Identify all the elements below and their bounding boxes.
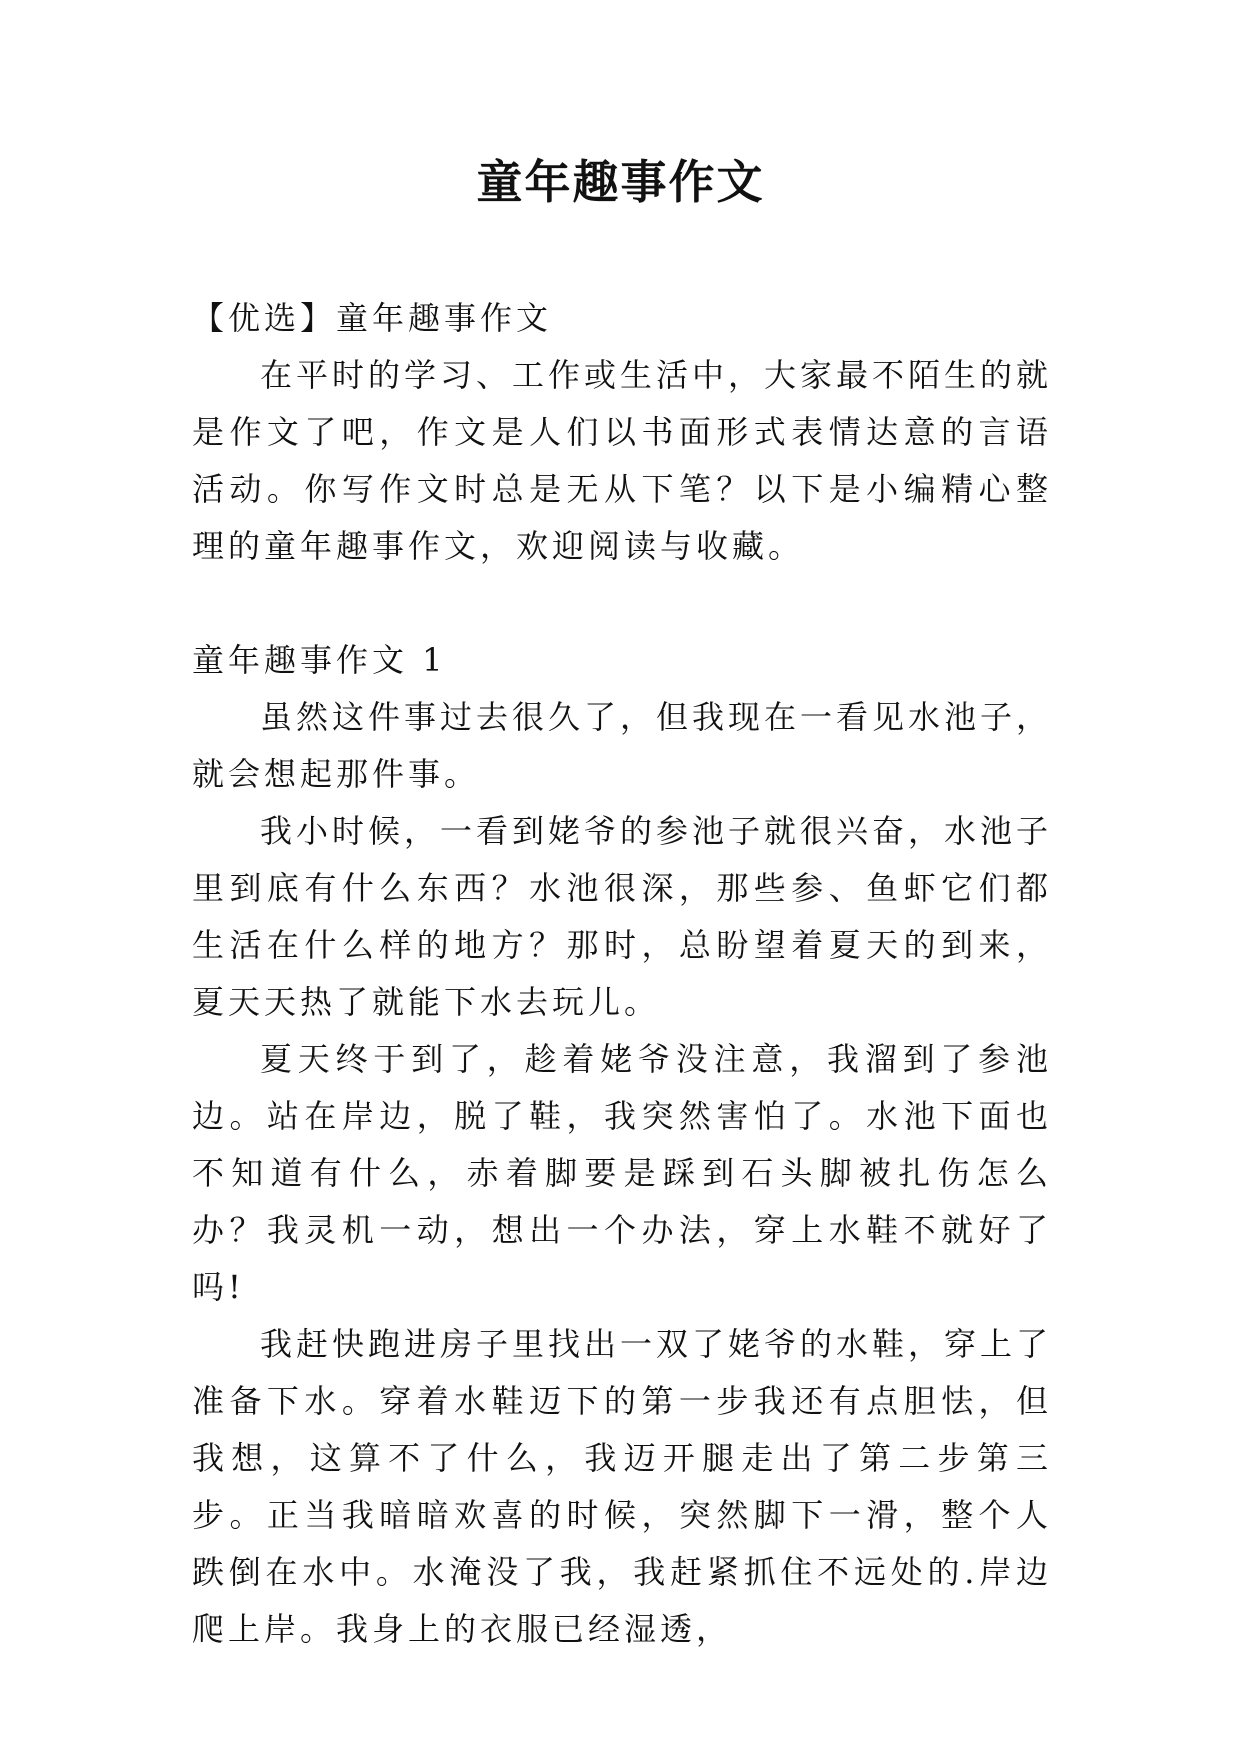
document-title: 童年趣事作文 [476, 155, 765, 209]
body-paragraph: 虽然这件事过去很久了，但我现在一看见水池子，就会想起那件事。 [192, 698, 1053, 793]
intro-paragraph: 在平时的学习、工作或生活中，大家最不陌生的就是作文了吧，作文是人们以书面形式表情达意的言语活动。你写作文时总是无从下笔？以下是小编精心整理的童年趣事作文，欢迎阅读与收藏。 [192, 356, 1053, 565]
document-body [192, 290, 1052, 1658]
body-paragraph: 我赶快跑进房子里找出一双了姥爷的水鞋，穿上了准备下水。穿着水鞋迈下的第一步我还有点胆怯，但我想，这算不了什么，我迈开腿走出了第二步第三步。正当我暗暗欢喜的时候，突然脚下一滑，整个人跌倒在水中。水淹没了我，我赶紧抓住不远处的.岸边爬上岸。我身上的衣服已经湿透， [192, 1325, 1053, 1648]
body-paragraph: 我小时候，一看到姥爷的参池子就很兴奋，水池子里到底有什么东西？水池很深，那些参、鱼虾它们都生活在什么样的地方？那时，总盼望着夏天的到来，夏天天热了就能下水去玩儿。 [192, 812, 1053, 1021]
section-title: 童年趣事作文 1 [192, 641, 447, 679]
document-heading: 【优选】童年趣事作文 [192, 299, 553, 337]
body-paragraph: 夏天终于到了，趁着姥爷没注意，我溜到了参池边。站在岸边，脱了鞋，我突然害怕了。水池下面也不知道有什么，赤着脚要是踩到石头脚被扎伤怎么办？我灵机一动，想出一个办法，穿上水鞋不就好了吗! [192, 1040, 1052, 1306]
